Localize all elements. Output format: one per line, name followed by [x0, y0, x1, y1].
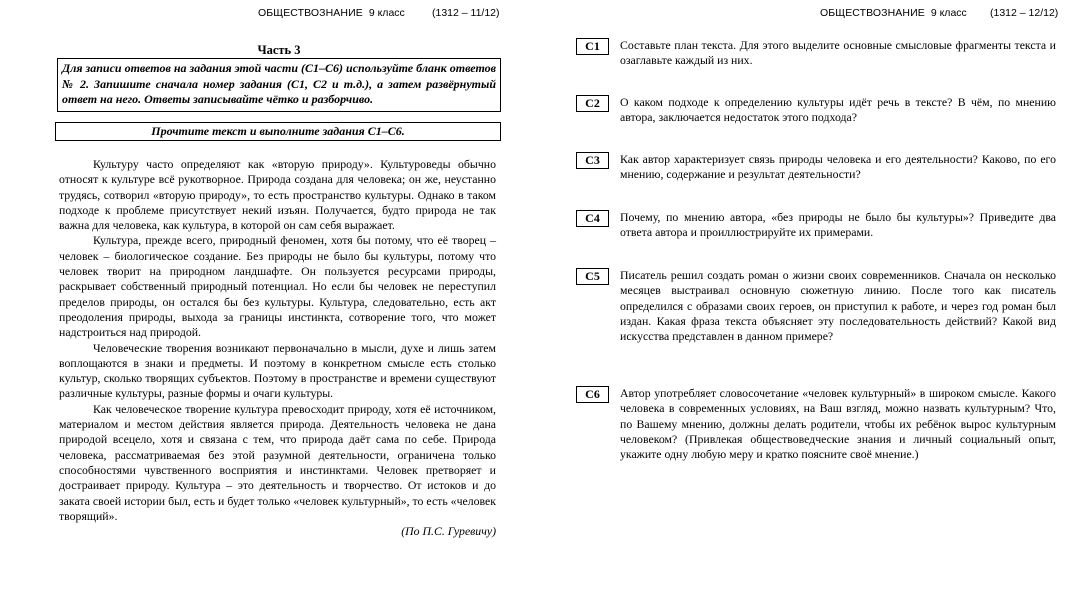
- page-header: [820, 7, 1059, 19]
- task-label: С1: [576, 38, 609, 55]
- task-label: С6: [576, 386, 609, 403]
- header-subject: ОБЩЕСТВОЗНАНИЕ: [820, 7, 925, 19]
- task-label: С2: [576, 95, 609, 112]
- article-text: [59, 157, 496, 539]
- header-code: (1312 – 12/12): [990, 7, 1059, 19]
- page-header: [258, 7, 500, 19]
- article-paragraph: Человеческие творения возникают первоначально в мысли, духе и лишь затем воплощаются в знаки и предметы. И поэтому в конкретном смысле есть столько культур, сколько творящих субъектов. Поэтому в пространстве и времени существуют различные культуры, разные формы и очаги культуры.: [59, 340, 496, 401]
- task-text: Составьте план текста. Для этого выделите основные смысловые фрагменты текста и озаглавьте каждый из них.: [620, 38, 1056, 68]
- header-grade: 9 класс: [368, 7, 405, 19]
- header-code: (1312 – 11/12): [432, 7, 500, 19]
- task-text: Автор употребляет словосочетание «человек культурный» в широком смысле. Какого человека в современных условиях, на Ваш взгляд, можно назвать культурным? Что, по Вашему мнению, должны делать родители, чтобы их ребёнок вырос культурным человеком? (Привлекая обществоведческие знания и личный социальный опыт, укажите одну любую меру и кратко поясните своё мнение.): [620, 386, 1056, 462]
- task-text: Писатель решил создать роман о жизни своих современников. Сначала он несколько месяцев выстраивал основную сюжетную линию. После того как писатель определился с образами своих героев, он приступил к работе, и через год роман был издан. Какая фраза текста объясняет эту последовательность действий? Какой вид искусства представлен в данном примере?: [620, 268, 1056, 344]
- right-page: [544, 0, 1088, 595]
- read-prompt-box: Прочтите текст и выполните задания С1–С6.: [55, 122, 501, 141]
- task-label: С3: [576, 152, 609, 169]
- header-subject: ОБЩЕСТВОЗНАНИЕ: [258, 7, 363, 19]
- instruction-box: Для записи ответов на задания этой части (С1–С6) используйте бланк ответов № 2. Запишите сначала номер задания (С1, С2 и т.д.), а затем развёрнутый ответ на него. Ответы записывайте чётко и разборчиво.: [57, 58, 501, 112]
- article-paragraph: Культура, прежде всего, природный феномен, хотя бы потому, что её творец – человек – биологическое создание. Без природы не было бы культуры, потому что человек творит на природном ландшафте. Он пользуется ресурсами природы, раскрывает собственный природный потенциал. Но если бы человек не переступил пределов природы, он остался бы без культуры. Культура, следовательно, есть акт преодоления природы, выхода за границы инстинкта, сотворение того, что может надстроиться над природой.: [59, 233, 496, 340]
- task-label: С5: [576, 268, 609, 285]
- article-paragraph: Как человеческое творение культура превосходит природу, хотя её источником, материалом и местом действия является природа. Деятельность человека не дана природой всецело, хотя и связана с тем, что природа даёт сама по себе. Природа человека, рассматриваемая без этой разумной деятельности, ограничена только способностями чувственного восприятия и инстинктами. Человек претворяет и достраивает природу. Культура – это деятельность и творчество. От истоков и до заката своей истории был, есть и будет только «человек культурный», то есть «человек творящий».: [59, 401, 496, 523]
- task-text: Как автор характеризует связь природы человека и его деятельности? Каково, по его мнению, содержание и результат деятельности?: [620, 152, 1056, 182]
- task-label: С4: [576, 210, 609, 227]
- part-title: Часть 3: [257, 43, 301, 57]
- header-grade: 9 класс: [930, 7, 967, 19]
- article-paragraph: Культуру часто определяют как «вторую природу». Культуроведы обычно относят к культуре всё рукотворное. Природа создана для человека; он же, неустанно трудясь, сотворил «вторую природу», то есть пространство культуры. Однако в таком подходе к проблеме присутствует некий изъян. Получается, будто природа не так важна для человека, как культура, в которой он сам себя выражает.: [59, 157, 496, 233]
- task-text: Почему, по мнению автора, «без природы не было бы культуры»? Приведите два ответа автора и проиллюстрируйте их примерами.: [620, 210, 1056, 240]
- attribution: (По П.С. Гуревичу): [401, 524, 496, 539]
- task-text: О каком подходе к определению культуры идёт речь в тексте? В чём, по мнению автора, заключается недостаток этого подхода?: [620, 95, 1056, 125]
